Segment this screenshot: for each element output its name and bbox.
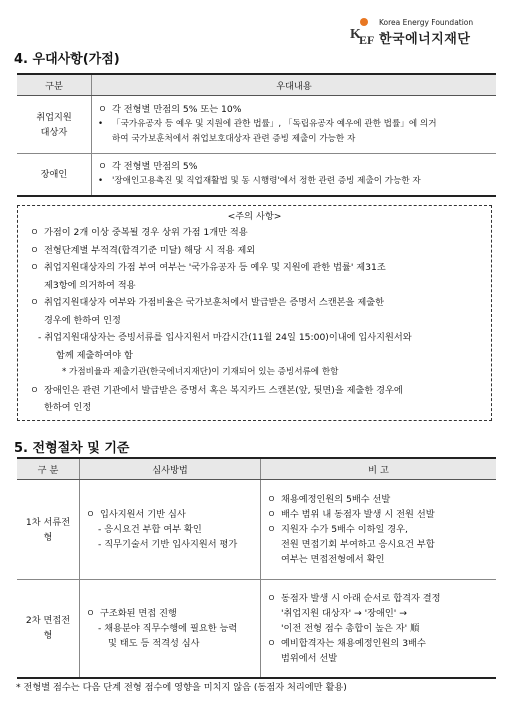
notice-text: 장애인은 관련 기관에서 발급받은 증명서 혹은 복지카드 스캔본(앞, 뒷면)을 제출한 경우에 — [44, 384, 403, 396]
bullet-text: 입사지원서 기반 심사 — [100, 509, 186, 520]
notice-text: 가점비율과 제출기관(한국에너지재단)이 기재되어 있는 증빙서류에 한함 — [69, 367, 339, 377]
bullet-item — [267, 522, 490, 567]
text-line: 지원자 수가 5배수 이하일 경우, — [281, 524, 408, 535]
table-row — [17, 480, 496, 580]
bullet-item — [267, 507, 490, 522]
kef-logo-icon — [349, 16, 375, 46]
text-line: 전원 면접기회 부여하고 응시요건 부합 — [281, 539, 435, 550]
bullet-icon: ㅇ — [267, 509, 276, 520]
stage-document-screening: 1차 서류전형 — [17, 480, 80, 580]
bullet-icon: ㅇ — [30, 297, 39, 308]
bullet-text: 각 전형별 만점의 5% — [112, 161, 198, 173]
stage-interview: 2차 면접전형 — [17, 580, 80, 678]
notice-text: 전형단계별 부적격(합격기준 미달) 해당 시 적용 제외 — [44, 244, 256, 256]
bullet-icon: ㅇ — [267, 592, 276, 604]
row-content-veterans — [92, 96, 497, 154]
text-line: 동점자 발생 시 아래 순서로 합격자 결정 — [281, 592, 441, 604]
text-line: 범위에서 선발 — [281, 652, 338, 664]
row-label-veterans — [17, 96, 92, 154]
dot-icon: • — [98, 119, 104, 129]
text-line: 여부는 면접전형에서 확인 — [281, 554, 385, 565]
bullet-item — [98, 102, 490, 117]
notice-text: 취업지원대상자 여부와 가점비율은 국가보훈처에서 발급받은 증명서 스캔본을 제출한 — [44, 297, 384, 308]
section-5-title: 5. 전형절차 및 기준 — [14, 441, 130, 456]
notice-item — [18, 224, 491, 242]
bullet-text: 채용예정인원의 5배수 선발 — [281, 494, 391, 505]
logo-english-text: Korea Energy Foundation — [379, 18, 474, 27]
column-header-category: 구분 — [17, 74, 92, 96]
svg-text:K: K — [350, 27, 361, 42]
column-header-stage: 구 분 — [17, 458, 80, 480]
notice-dash-item: - 취업지원대상자는 증빙서류를 입사지원서 마감시간(11월 24일 15:00)이내에 입사지원서와 — [38, 332, 412, 343]
table-row — [17, 96, 496, 154]
method-document-screening — [80, 480, 261, 580]
notice-text: 취업지원대상자는 증빙서류를 입사지원서 마감시간(11월 24일 15:00)이내에 입사지원서와 — [44, 332, 412, 343]
notes-interview — [261, 580, 497, 678]
bullet-icon: ㅇ — [30, 227, 39, 238]
notes-document-screening — [261, 480, 497, 580]
method-sub-item: - 직무기술서 기반 입사지원서 평가 — [98, 539, 238, 550]
bullet-item — [86, 507, 254, 522]
notice-item — [18, 294, 491, 312]
method-interview — [80, 580, 261, 678]
bullet-icon: ㅇ — [86, 509, 95, 520]
method-sub-item-continued: 및 태도 등 적격성 심사 — [108, 637, 200, 649]
sub-bullet-text — [112, 117, 490, 147]
bullet-text: 각 전형별 만점의 5% 또는 10% — [112, 104, 242, 115]
bullet-icon: ㅇ — [30, 262, 39, 273]
bullet-icon: ㅇ — [98, 104, 107, 115]
notice-item-continued: 경우에 한하여 인정 — [44, 314, 121, 326]
method-sub-item: - 채용분야 직무수행에 필요한 능력 — [98, 622, 238, 634]
text-line: 하여 국가보훈처에서 취업보호대상자 관련 증빙 제출이 가능한 자 — [112, 134, 356, 144]
notice-item — [18, 382, 491, 400]
text-line: 「국가유공자 등 예우 및 지원에 관한 법률」, 「독립유공자 예우에 관한 법률」에 의거 — [112, 119, 437, 129]
bullet-icon: ㅇ — [98, 161, 107, 173]
row-content-disabled — [92, 154, 497, 196]
preference-table — [17, 73, 496, 197]
column-header-content: 우대내용 — [92, 74, 497, 96]
notice-star-item: * 가점비율과 제출기관(한국에너지재단)이 기재되어 있는 증빙서류에 한함 — [62, 367, 339, 377]
bullet-item — [267, 492, 490, 507]
bullet-icon: ㅇ — [267, 524, 276, 535]
notice-item — [18, 242, 491, 260]
bullet-icon: ㅇ — [30, 244, 39, 256]
table-header-row — [17, 458, 496, 480]
caution-notice-box — [17, 205, 492, 421]
bullet-icon: ㅇ — [267, 637, 276, 649]
bullet-item — [267, 636, 490, 666]
bullet-text: 구조화된 면접 진행 — [100, 607, 177, 619]
bullet-item — [267, 591, 490, 636]
sub-bullet-item — [98, 174, 490, 189]
notice-item — [18, 259, 491, 277]
sub-bullet-item — [98, 117, 490, 147]
bullet-icon: ㅇ — [30, 384, 39, 396]
section-4-title: 4. 우대사항(가점) — [14, 52, 120, 67]
bullet-text: 배수 범위 내 동점자 발생 시 전원 선발 — [281, 509, 435, 520]
bullet-item — [98, 159, 490, 174]
selection-process-table — [17, 457, 496, 679]
table-header-row — [17, 74, 496, 96]
notice-item-continued: 제3항에 의거하여 적용 — [44, 279, 136, 291]
notice-item-continued: 한하여 인정 — [44, 402, 92, 413]
bullet-text — [281, 522, 490, 567]
notice-title: <주의 사항> — [227, 211, 282, 222]
bullet-icon: ㅇ — [86, 607, 95, 619]
table-row — [17, 154, 496, 196]
bullet-text — [281, 636, 490, 666]
label-line: 취업지원 — [36, 111, 72, 123]
method-sub-item: - 응시요건 부합 여부 확인 — [98, 524, 202, 535]
text-line: '취업지원 대상자' → '장애인' → — [281, 607, 407, 619]
bullet-text — [281, 591, 490, 636]
label-line: 대상자 — [40, 126, 68, 138]
logo-korean-text: 한국에너지재단 — [379, 32, 471, 47]
row-label-disabled: 장애인 — [17, 154, 92, 196]
text-line: '이전 전형 점수 총합이 높은 자' 順 — [281, 622, 420, 634]
svg-text:EF: EF — [359, 33, 375, 46]
dot-icon: • — [98, 176, 104, 187]
table-row — [17, 580, 496, 678]
bullet-icon: ㅇ — [267, 494, 276, 505]
column-header-notes: 비 고 — [261, 458, 497, 480]
notice-text: 가점이 2개 이상 중복될 경우 상위 가점 1개만 적용 — [44, 227, 248, 238]
column-header-method: 심사방법 — [80, 458, 261, 480]
sub-bullet-text: '장애인고용촉진 및 직업재활법 및 동 시행령'에서 정한 관련 증빙 제출이 가능한 자 — [112, 176, 421, 187]
notice-text: 취업지원대상자의 가점 부여 여부는 '국가유공자 등 예우 및 지원에 관한 법률' 제31조 — [44, 262, 386, 273]
footnote: * 전형별 점수는 다음 단계 전형 점수에 영향을 미치지 않음 (동점자 처리에만 활용) — [16, 682, 347, 693]
notice-dash-continued: 함께 제출하여야 함 — [56, 349, 133, 361]
foundation-logo — [349, 14, 499, 48]
text-line: 예비합격자는 채용예정인원의 3배수 — [281, 637, 426, 649]
bullet-item — [86, 606, 254, 621]
